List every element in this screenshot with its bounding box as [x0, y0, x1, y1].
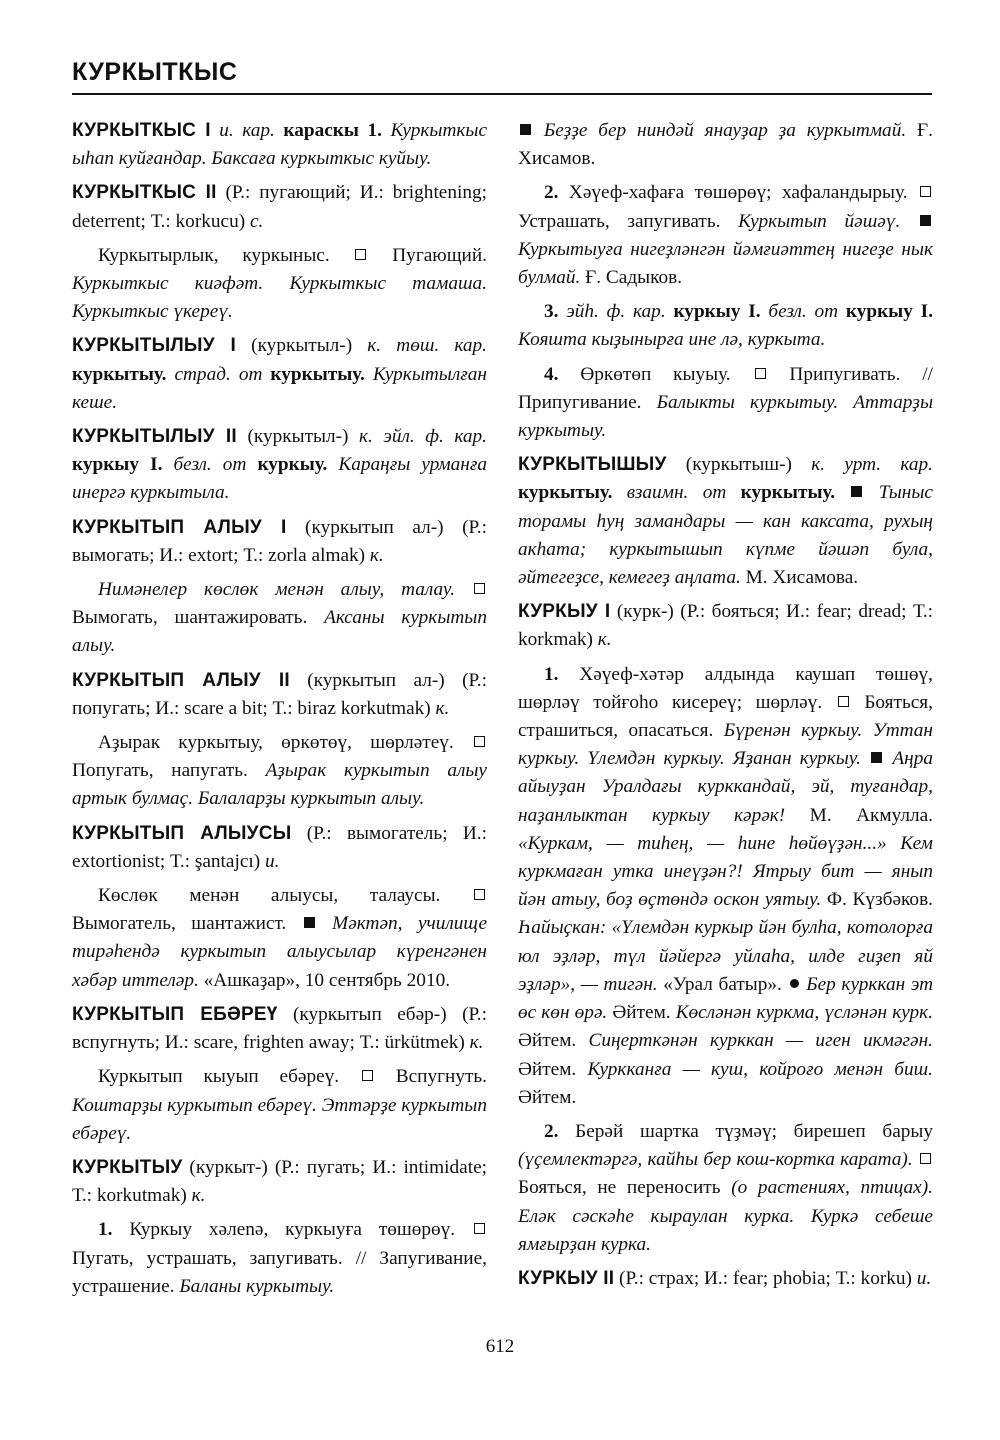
entry-kurkytyp-alyu-1: КУРКЫТЫП АЛЫУ I (куркытып ал-) (Р.: вымогать; И.: extort; Т.: zorla almak) к. [72, 516, 487, 566]
sense-3: 3. эйһ. ф. кар. куркыу I. безл. от куркыу I. Кояшта кыҙынырға ине лә, куркыта. [518, 301, 934, 351]
example: Куркыткыс ыһап куйғандар. Баксаға куркыткыс куйыу. [72, 120, 488, 170]
example-continuation: Беҙҙе бер ниндәй янауҙар ҙа куркытмай. Ғ. Хисамов. [518, 120, 933, 170]
hollow-square-icon [474, 583, 485, 594]
definition: Аҙырак куркытыу, өркөтөү, шөрләтеү. Попугать, напугать. Аҙырак куркытып алыу артык булмаç. Балаларҙы куркытып алыу. [72, 732, 487, 810]
citation: «Урал батыр». [657, 973, 788, 995]
citation: Ғ. Хисамов. [518, 120, 933, 170]
headword: КУРКЫТКЫС II [72, 182, 217, 204]
headword: КУРКЫУ II [518, 1267, 615, 1289]
headword: КУРКЫТЫШЫУ [518, 454, 667, 476]
definition: Куркытырлык, куркыныс. Пугающий. Куркыткыс киәфәт. Куркыткыс тамаша. Куркыткыс үкереү. [72, 244, 487, 323]
grammar-label: и. кар. [219, 120, 275, 141]
headword: КУРКЫТКЫС I [72, 120, 211, 141]
definition: Куркытып кыуып ебәреү. Вспугнуть. Коштарҙы куркытып ебәреү. Эттәрҙе куркытып ебәреү. [72, 1066, 487, 1144]
filled-square-icon [871, 752, 882, 763]
headword: КУРКЫТЫП АЛЫУ I [72, 516, 287, 538]
sense-1: 1. Хәүеф-хәтәр алдында каушап төшөү, шөрләү тойғоһо кисереү; шөрләү. Бояться, страшиться, опасаться. Бүренән куркыу. Уттан куркыу. Үлемдән куркыу. Яҙанан куркыу. Аңра айыуҙан Уралдағы курккандай, эй, туғандар, наҙанлыктан куркыу кәрәк! М. Акмулла. «Куркам, — тиһең, — һине һөйөүҙән...» Кем куркмаған утка инеүҙән?! Ятрыу бит — янып йән атыу, боҙ өҫтөндә оскон уятыу. Ф. Күзбәков. Һайыҫкан: «Үлемдән куркыр йән булһа, котолорға юл эҙләр, түл йәйергә уйлаһа, илде гиҙеп яй эҙләр», — тигән. «Урал батыр». Бер курккан эт өс көн өрә. Әйтем. Көсләнән куркма, үсләнән курк. Әйтем. Сиңерткәнән курккан — иген икмәгән. Әйтем. Куркканға — куш, койроғо менән биш. Әйтем. [518, 663, 934, 1108]
headword: КУРКЫТЫУ [72, 1156, 183, 1178]
example: Аҙырак куркытып алыу артык булмаç. Балаларҙы куркытып алыу. [72, 760, 487, 810]
example: Куркыткыс киәфәт. Куркыткыс тамаша. Куркыткыс үкереү. [72, 273, 487, 323]
hollow-square-icon [474, 736, 485, 747]
example: Караңғы урманға инергә куркытыла. [72, 454, 488, 504]
entry-kurkytyp-alyu-2: КУРКЫТЫП АЛЫУ II (куркытып ал-) (Р.: попугать; И.: scare a bit; Т.: biraz korkutmak) к. [72, 669, 487, 719]
bullet-dot-icon [790, 979, 799, 988]
example: Коштарҙы куркытып ебәреү. Эттәрҙе куркытып ебәреү. [72, 1094, 487, 1144]
headword: КУРКЫТЫЛЫУ II [72, 426, 237, 448]
sense-2: 2. Хәүеф-хафаға төшөрөү; хафаландырыу. Устрашать, запугивать. Куркытып йәшәү. Куркытыуға нигеҙләнгән йәмғиәттең нигеҙе нык булмай. Ғ. Садыков. [518, 182, 933, 289]
hollow-square-icon [920, 186, 931, 197]
example: Балыкты куркытыу. Аттарҙы куркытыу. [518, 391, 934, 442]
example: Тыныс торамы һуң замандары — кан каксата, рухың акһата; куркытышып күпме йәшәп була, әйтегеҙсе, кемегеҙ аңлата. [518, 482, 933, 589]
entry-kurkytyshyu: КУРКЫТЫШЫУ (куркытыш-) к. урт. кар. куркытыу. взаимн. от куркытыу. Тыныс торамы һуң замандары — кан каксата, рухың акһата; куркытышып күпме йәшәп була, әйтегеҙсе, кемегеҙ аңлата. М. Хисамова. [518, 454, 933, 589]
hollow-square-icon [474, 889, 485, 900]
definition: Нимәнелер көслөк менән алыу, талау. Вымогать, шантажировать. Аксаны куркытып алыу. [72, 579, 487, 657]
cross-ref: караскы 1. [283, 120, 382, 141]
hollow-square-icon [920, 1153, 931, 1164]
page-number: 612 [485, 1336, 515, 1357]
citation: М. Акмулла. [785, 804, 933, 826]
sense-2: 2. Берәй шартка түҙмәү; бирешеп барыу (үҫемлектәргә, кайһы бер кош-кортка карата). Бояться, не переносить (о растениях, птицах). Еләк сәскәһе кыраулан курка. Куркә себеше ямғырҙан курка. [518, 1120, 933, 1255]
example: Аксаны куркытып алыу. [72, 607, 487, 657]
hollow-square-icon [362, 1070, 373, 1081]
translations: (Р.: пугающий; И.: brightening; deterrent; Т.: korkucu) [72, 182, 487, 232]
headword: КУРКЫТЫП АЛЫУСЫ [72, 822, 292, 844]
left-column [72, 117, 487, 1307]
entry-kurkyu-1: КУРКЫУ I (курк-) (Р.: бояться; И.: fear; dread; Т.: korkmak) к. [518, 601, 933, 651]
filled-square-icon [920, 215, 931, 226]
definition: 1. Куркыу хәлenә, куркыуға төшөрөү. Пугать, устрашать, запугивать. // Запугивание, устрашение. Баланы куркытыу. [72, 1219, 487, 1297]
hollow-square-icon [474, 1223, 485, 1234]
example: Кояшта кыҙынырға ине лә, куркыта. [518, 329, 826, 351]
citation: «Ашкаҙар», 10 сентябрь 2010. [198, 969, 451, 991]
hollow-square-icon [755, 368, 766, 379]
entry-kurkytyu: КУРКЫТЫУ (куркыт-) (Р.: пугать; И.: intimidate; Т.: korkutmak) к. [72, 1156, 487, 1207]
entry-kurkytkys-2 [72, 179, 487, 235]
running-head: КУРКЫТКЫС [72, 58, 238, 86]
header-rule [72, 93, 932, 95]
filled-square-icon [304, 917, 315, 928]
headword: КУРКЫТЫП ЕБӘРЕҮ [72, 1003, 278, 1025]
headword: КУРКЫТЫЛЫУ I [72, 335, 237, 357]
filled-square-icon [851, 486, 862, 497]
entry-kurkyu-2: КУРКЫУ II (Р.: страх; И.: fear; phobia; Т.: korku) и. [518, 1267, 932, 1289]
entry-kurkytyp-ebareu: КУРКЫТЫП ЕБӘРЕҮ (куркытып ебәр-) (Р.: вспугнуть; И.: scare, frighten away; Т.: ürkütmek) к. [72, 1003, 487, 1054]
entry-kurkytkys-1 [72, 117, 487, 173]
entry-kurkytylyu-2: КУРКЫТЫЛЫУ II (куркытыл-) к. эйл. ф. кар. куркыу I. безл. от куркыу. Караңғы урманға инергә куркытыла. [72, 426, 488, 504]
citation: Ғ. Садыков. [580, 267, 683, 289]
filled-square-icon [520, 124, 531, 135]
citation: Ф. Күзбәков. [821, 889, 933, 911]
citation: М. Хисамова. [740, 567, 859, 589]
hollow-square-icon [355, 249, 366, 260]
example: (о растениях, птицах). Еләк сәскәһе кыраулан курка. Куркә себеше ямғырҙан курка. [518, 1177, 933, 1255]
example: Мәктәп, училище тирәһендә куркытып алыусылар күренгәнен хәбәр иттеләр. [72, 913, 487, 991]
example: Баланы куркытыу. [179, 1275, 335, 1297]
definition: Көслөк менән алыусы, талаусы. Вымогатель, шантажист. Мәктәп, училище тирәһендә куркытып алыусылар күренгәнен хәбәр иттеләр. «Ашкаҙар», 10 сентябрь 2010. [72, 885, 487, 991]
sense-4: 4. Өркөтөп кыуыу. Припугивать. // Припугивание. Балыкты куркытыу. Аттарҙы куркытыу. [518, 363, 934, 442]
example: Куркытылған кеше. [72, 363, 487, 413]
headword: КУРКЫУ I [518, 601, 611, 623]
entry-kurkytylyu-1: КУРКЫТЫЛЫУ I (куркытыл-) к. төш. кар. куркытыу. страд. от куркытыу. Куркытылған кеше. [72, 335, 487, 413]
grammar-label: с. [249, 210, 264, 232]
right-column [518, 117, 933, 1299]
hollow-square-icon [838, 696, 849, 707]
entry-kurkytyp-alyusy: КУРКЫТЫП АЛЫУСЫ (Р.: вымогатель; И.: extortionist; Т.: şantajcı) и. [72, 822, 487, 872]
headword: КУРКЫТЫП АЛЫУ II [72, 669, 290, 691]
